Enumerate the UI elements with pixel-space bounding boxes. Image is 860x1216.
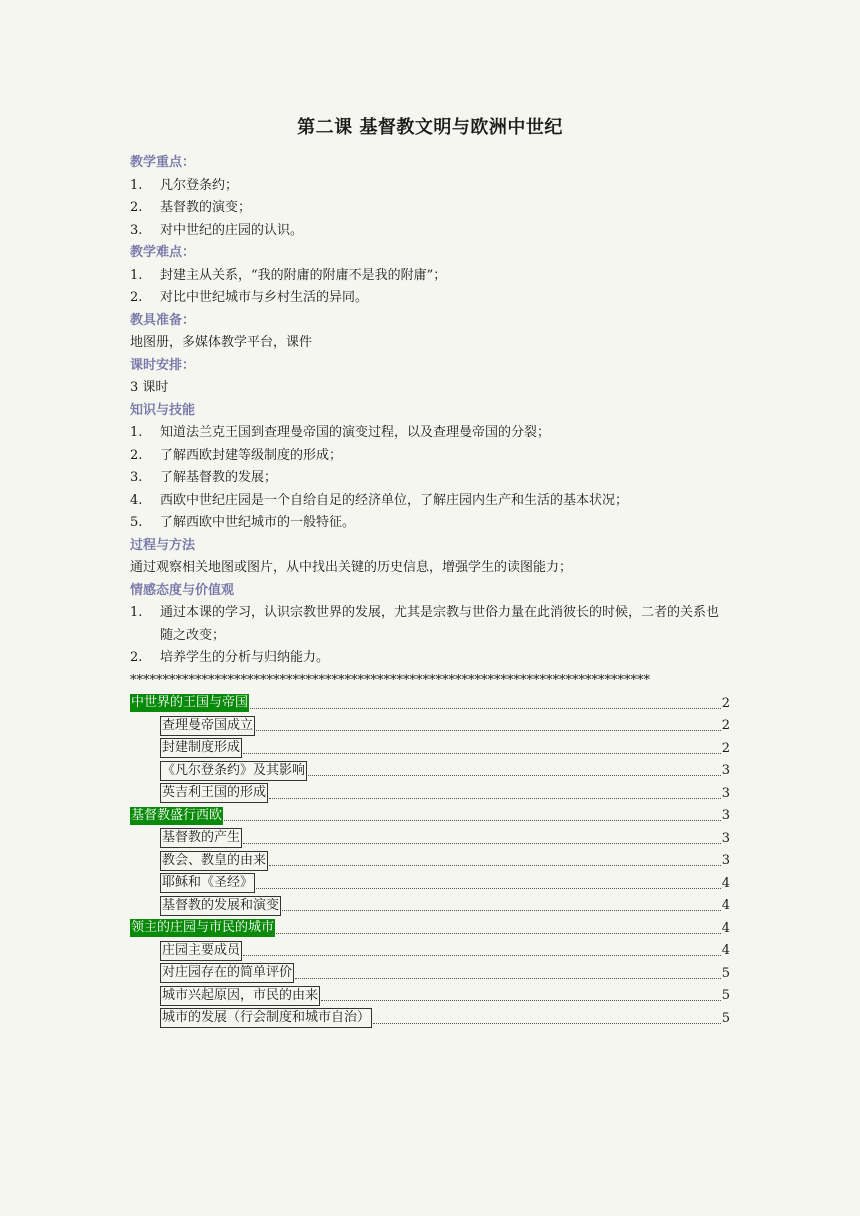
toc-section-label[interactable]: 封建制度形成: [160, 738, 242, 758]
knowledge-heading: 知识与技能: [130, 402, 196, 418]
toc-leader-dots: [269, 797, 721, 799]
toc-section-label[interactable]: 基督教的发展和演变: [160, 896, 281, 916]
toc-section-label[interactable]: 英吉利王国的形成: [160, 783, 268, 803]
list-number: 2.: [130, 200, 143, 215]
toc-entry[interactable]: [130, 805, 730, 828]
schedule-heading: 课时安排：: [130, 357, 196, 373]
list-number: 2.: [130, 290, 143, 305]
list-number: 1.: [130, 425, 143, 440]
list-item: [130, 467, 730, 490]
list-item: [130, 445, 730, 468]
toc-leader-dots: [282, 909, 721, 911]
toc-entry[interactable]: [130, 850, 730, 873]
toc-page-number: 2: [721, 718, 730, 734]
list-number: 1.: [130, 177, 143, 193]
list-number: 1.: [130, 267, 143, 283]
list-item: [130, 490, 730, 513]
toc-section-label[interactable]: 耶稣和《圣经》: [160, 873, 255, 893]
toc-entry[interactable]: [130, 827, 730, 850]
values-heading: 情感态度与价值观: [130, 582, 235, 598]
list-item: [130, 287, 730, 310]
toc-entry[interactable]: [130, 917, 730, 940]
list-text: 对中世纪的庄园的认识。: [160, 222, 304, 238]
list-number: 3.: [130, 222, 143, 238]
toc-leader-dots: [243, 752, 721, 754]
process-text: 通过观察相关地图或图片，从中找出关键的历史信息，增强学生的读图能力；: [130, 560, 573, 575]
toc-page-number: 4: [721, 943, 730, 959]
toc-leader-dots: [373, 1022, 721, 1024]
list-text: 基督教的演变；: [160, 200, 252, 215]
toc-page-number: 2: [721, 740, 730, 756]
toc-page-number: 3: [721, 808, 730, 824]
toc-entry[interactable]: [130, 940, 730, 963]
table-of-contents: [130, 692, 730, 1030]
materials-heading: 教具准备：: [130, 312, 196, 328]
list-item: [130, 175, 730, 198]
list-text: 知道法兰克王国到查理曼帝国的演变过程，以及查理曼帝国的分裂；: [160, 425, 551, 440]
toc-leader-dots: [269, 864, 721, 866]
list-text: 通过本课的学习，认识宗教世界的发展，尤其是宗教与世俗力量在此消彼长的时候，二者的关系也随之改变；: [160, 605, 720, 643]
toc-page-number: 3: [721, 853, 730, 869]
toc-section-label[interactable]: 城市兴起原因，市民的由来: [160, 986, 320, 1006]
list-number: 3.: [130, 470, 143, 485]
list-text: 了解西欧中世纪城市的一般特征。: [160, 515, 356, 530]
list-text: 培养学生的分析与归纳能力。: [160, 650, 330, 665]
toc-page-number: 3: [721, 763, 730, 779]
toc-entry[interactable]: [130, 760, 730, 783]
separator-line: ********************************************************************************: [130, 672, 650, 688]
page-title: 第二课 基督教文明与欧洲中世纪: [297, 117, 563, 138]
list-item: [130, 197, 730, 220]
toc-leader-dots: [224, 819, 721, 821]
toc-section-label[interactable]: 《凡尔登条约》及其影响: [160, 761, 307, 781]
toc-page-number: 5: [721, 1010, 730, 1026]
toc-entry[interactable]: [130, 715, 730, 738]
list-number: 4.: [130, 492, 143, 508]
toc-chapter-label[interactable]: 中世界的王国与帝国: [131, 695, 249, 711]
list-item: [130, 512, 730, 535]
list-text: 封建主从关系，“我的附庸的附庸不是我的附庸”；: [160, 267, 447, 283]
toc-leader-dots: [256, 729, 721, 731]
toc-page-number: 3: [721, 785, 730, 801]
toc-leader-dots: [243, 842, 721, 844]
toc-entry[interactable]: [130, 737, 730, 760]
toc-entry[interactable]: [130, 895, 730, 918]
toc-leader-dots: [276, 932, 721, 934]
list-number: 5.: [130, 515, 143, 530]
process-heading: 过程与方法: [130, 537, 196, 553]
list-item: [130, 220, 730, 243]
toc-page-number: 4: [721, 920, 730, 936]
toc-entry[interactable]: [130, 782, 730, 805]
toc-page-number: 3: [721, 830, 730, 846]
toc-entry[interactable]: [130, 985, 730, 1008]
toc-entry[interactable]: [130, 692, 730, 715]
toc-leader-dots: [243, 954, 721, 956]
toc-section-label[interactable]: 教会、教皇的由来: [160, 851, 268, 871]
toc-section-label[interactable]: 对庄园存在的简单评价: [160, 963, 294, 983]
toc-page-number: 2: [721, 695, 730, 711]
toc-leader-dots: [295, 977, 721, 979]
toc-chapter-label[interactable]: 基督教盛行西欧: [131, 807, 223, 823]
list-text: 了解西欧封建等级制度的形成；: [160, 447, 343, 463]
list-number: 1.: [130, 605, 143, 620]
list-number: 2.: [130, 650, 143, 665]
toc-chapter-label[interactable]: 领主的庄园与市民的城市: [131, 920, 275, 936]
toc-page-number: 4: [721, 875, 730, 891]
list-text: 凡尔登条约；: [160, 177, 239, 193]
list-item: [130, 422, 730, 445]
toc-page-number: 5: [721, 988, 730, 1004]
toc-leader-dots: [308, 774, 721, 776]
toc-section-label[interactable]: 城市的发展（行会制度和城市自治）: [160, 1008, 372, 1028]
toc-page-number: 5: [721, 965, 730, 981]
toc-entry[interactable]: [130, 872, 730, 895]
document-content: [130, 112, 730, 1030]
toc-entry[interactable]: [130, 1007, 730, 1030]
toc-leader-dots: [321, 999, 721, 1001]
schedule-text: 3 课时: [130, 380, 169, 395]
key-points-heading: 教学重点：: [130, 155, 196, 170]
toc-page-number: 4: [721, 898, 730, 914]
difficulties-heading: 教学难点：: [130, 245, 196, 260]
materials-text: 地图册，多媒体教学平台，课件: [130, 335, 313, 350]
toc-entry[interactable]: [130, 962, 730, 985]
list-item: [130, 602, 730, 647]
toc-section-label[interactable]: 庄园主要成员: [160, 941, 242, 961]
toc-section-label[interactable]: 查理曼帝国成立: [160, 716, 255, 736]
list-number: 2.: [130, 447, 143, 463]
list-item: [130, 265, 730, 288]
list-item: [130, 647, 730, 670]
list-text: 了解基督教的发展；: [160, 470, 278, 485]
toc-leader-dots: [250, 707, 721, 709]
toc-section-label[interactable]: 基督教的产生: [160, 828, 242, 848]
toc-leader-dots: [256, 887, 721, 889]
list-text: 西欧中世纪庄园是一个自给自足的经济单位，了解庄园内生产和生活的基本状况；: [160, 492, 629, 508]
list-text: 对比中世纪城市与乡村生活的异同。: [160, 290, 369, 305]
